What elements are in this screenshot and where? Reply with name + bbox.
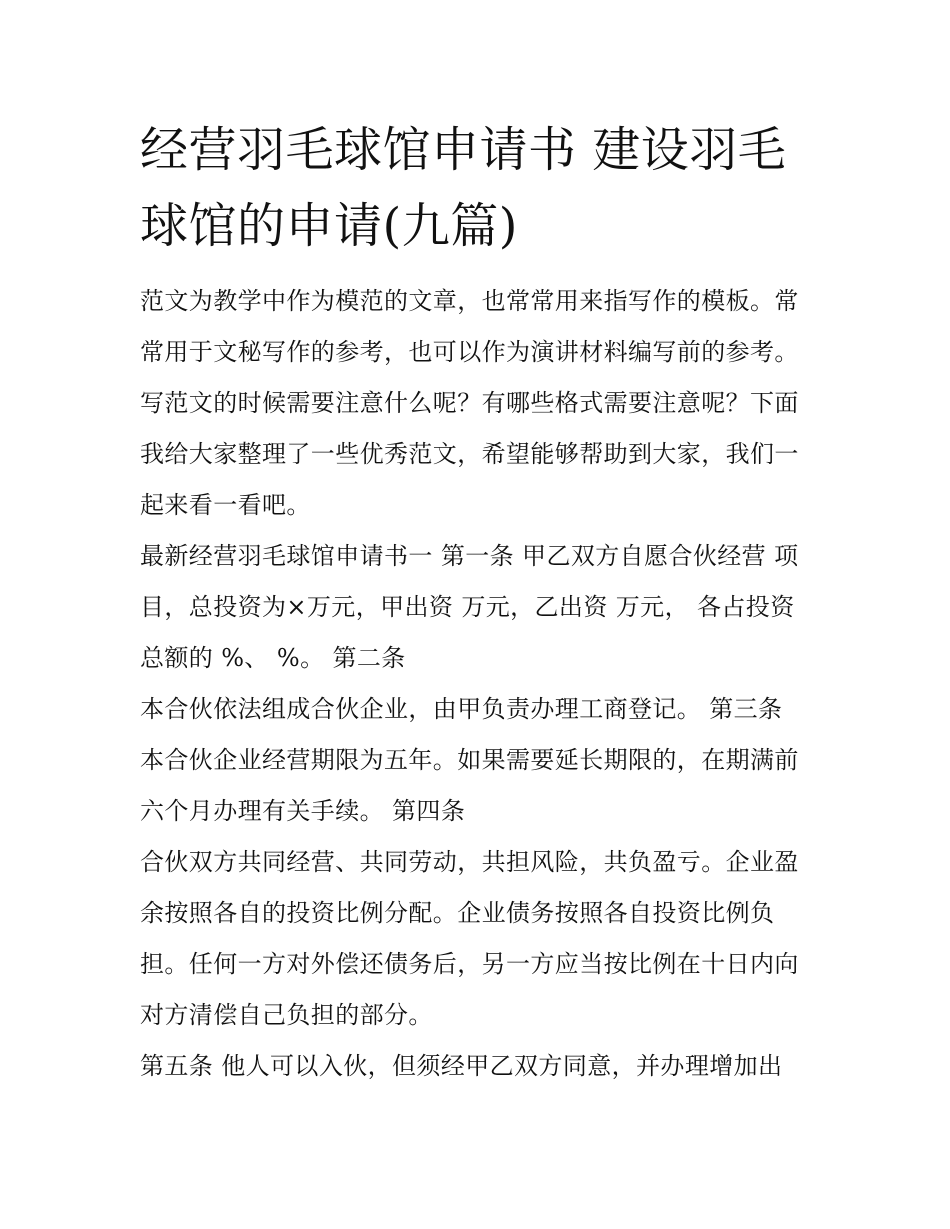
body-line: 总额的 %、 %。 第二条	[140, 644, 406, 672]
body-line: 起来看一看吧。	[140, 491, 311, 519]
body-line: 写范文的时候需要注意什么呢？有哪些格式需要注意呢？下面	[140, 389, 799, 417]
document-title	[140, 112, 820, 264]
body-line: 目，总投资为×万元，甲出资 万元，乙出资 万元， 各占投资	[140, 593, 795, 621]
body-line: 对方清偿自己负担的部分。	[140, 1001, 433, 1029]
body-line: 担。任何一方对外偿还债务后，另一方应当按比例在十日内向	[140, 950, 799, 978]
body-line: 范文为教学中作为模范的文章，也常常用来指写作的模板。常	[140, 287, 799, 315]
body-line: 六个月办理有关手续。 第四条	[140, 797, 466, 825]
body-line: 我给大家整理了一些优秀范文，希望能够帮助到大家，我们一	[140, 440, 799, 468]
body-line: 余按照各自的投资比例分配。企业债务按照各自投资比例负	[140, 899, 775, 927]
title-line-2: 球馆的申请(九篇)	[140, 198, 518, 254]
body-line: 常用于文秘写作的参考，也可以作为演讲材料编写前的参考。	[140, 338, 799, 366]
body-line: 第五条 他人可以入伙，但须经甲乙双方同意，并办理增加出	[140, 1052, 783, 1080]
body-line: 最新经营羽毛球馆申请书一 第一条 甲乙双方自愿合伙经营 项	[140, 542, 799, 570]
title-line-1: 经营羽毛球馆申请书 建设羽毛	[140, 122, 787, 178]
body-line: 合伙双方共同经营、共同劳动，共担风险，共负盈亏。企业盈	[140, 848, 799, 876]
document-body	[140, 276, 820, 1092]
body-line: 本合伙企业经营期限为五年。如果需要延长期限的，在期满前	[140, 746, 799, 774]
body-line: 本合伙依法组成合伙企业，由甲负责办理工商登记。 第三条	[140, 695, 783, 723]
